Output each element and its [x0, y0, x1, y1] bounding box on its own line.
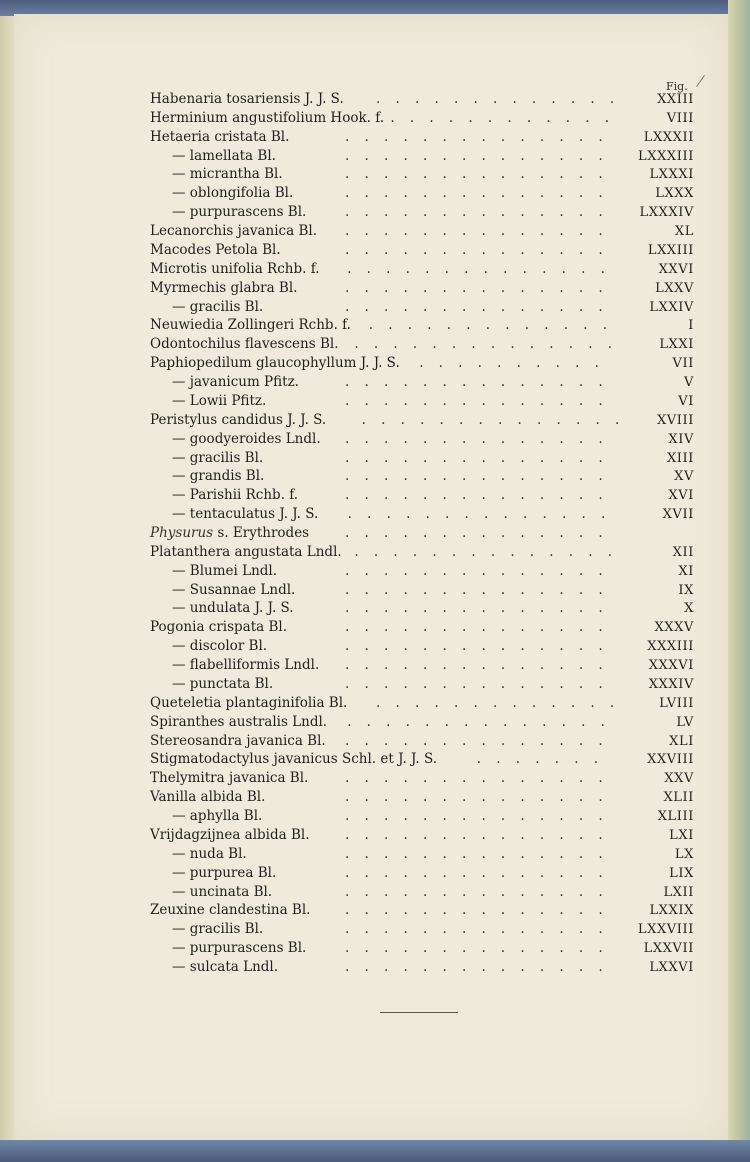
entry-name: — lamellata Bl.	[172, 147, 276, 164]
figure-number: XL	[674, 224, 694, 240]
leader-dots: ..............	[345, 185, 618, 202]
leader-dots: ..............	[345, 959, 618, 976]
entry-name: — discolor Bl.	[172, 638, 268, 655]
entry-name: — undulata J. J. S.	[172, 600, 294, 617]
leader-dots: ..............	[345, 562, 618, 579]
leader-dots: ..............	[345, 864, 618, 881]
entry-name: — goodyeroides Lndl.	[172, 430, 321, 447]
leader-dots: ..............	[354, 543, 628, 560]
index-entry	[0, 298, 750, 317]
figure-number: LVIII	[659, 695, 694, 711]
entry-name: Physurus s. Erythrodes	[150, 525, 310, 541]
index-entry	[0, 920, 750, 939]
figure-number: XLIII	[657, 809, 694, 825]
index-entry	[0, 599, 750, 618]
figure-number: I	[688, 318, 694, 334]
index-entry	[0, 486, 750, 505]
figure-number: LXXXII	[643, 129, 694, 145]
index-entry	[0, 939, 750, 958]
index-entry	[0, 279, 750, 298]
leader-dots: ..............	[345, 128, 618, 145]
entry-name: — aphylla Bl.	[172, 808, 263, 825]
figure-number: LXXXI	[649, 167, 694, 183]
entry-name: — flabelliformis Lndl.	[172, 657, 320, 674]
figure-number: XVI	[668, 488, 694, 504]
index-entry	[0, 807, 750, 826]
index-entry	[0, 241, 750, 260]
index-entry	[0, 958, 750, 977]
entry-name: — Blumei Lndl.	[172, 562, 278, 579]
index-entry	[0, 618, 750, 637]
leader-dots: ..............	[345, 223, 618, 240]
figure-number: LIX	[669, 865, 694, 881]
figure-number: XXVI	[658, 261, 694, 277]
index-entry	[0, 581, 750, 600]
entry-name: — sulcata Lndl.	[172, 959, 279, 976]
entry-name: — Lowii Pfitz.	[172, 392, 267, 409]
entry-name: Pogonia crispata Bl.	[150, 619, 288, 636]
entry-name: — Parishii Rchb. f.	[172, 487, 299, 504]
entry-name: — grandis Bl.	[172, 468, 265, 485]
leader-dots: ..............	[345, 600, 618, 617]
entry-name: Myrmechis glabra Bl.	[150, 279, 298, 296]
figure-number: VIII	[666, 110, 694, 126]
entry-name: Odontochilus flavescens Bl.	[150, 336, 339, 353]
index-entry	[0, 222, 750, 241]
figure-number: LX	[674, 846, 694, 862]
index-entry	[0, 845, 750, 864]
entry-name: — purpurea Bl.	[172, 864, 277, 881]
leader-dots: .......	[476, 751, 614, 768]
index-entry	[0, 637, 750, 656]
figure-number: XLI	[669, 733, 694, 749]
entry-name: Herminium angustifolium Hook. f.	[150, 109, 385, 126]
index-entry	[0, 675, 750, 694]
index-entry	[0, 901, 750, 920]
leader-dots: ..............	[345, 241, 618, 258]
leader-dots: ..............	[345, 845, 618, 862]
index-entry	[0, 184, 750, 203]
index-entry	[0, 128, 750, 147]
leader-dots: ..............	[345, 374, 618, 391]
figure-number: LXXIII	[647, 242, 694, 258]
leader-dots: ..............	[345, 921, 618, 938]
end-rule	[380, 1012, 458, 1013]
figure-number: LXXI	[659, 337, 694, 353]
index-entry	[0, 449, 750, 468]
figure-number: XVIII	[656, 412, 694, 428]
entry-name: — tentaculatus J. J. S.	[172, 506, 319, 523]
leader-dots: ..............	[345, 204, 618, 221]
index-entry	[0, 732, 750, 751]
entry-name: — gracilis Bl.	[172, 449, 264, 466]
index-entry	[0, 373, 750, 392]
entry-name: Spiranthes australis Lndl.	[150, 713, 328, 730]
leader-dots: ..............	[347, 260, 621, 277]
figure-number: LXXV	[655, 280, 694, 296]
index-entry	[0, 864, 750, 883]
entry-name: Macodes Petola Bl.	[150, 241, 281, 258]
entry-name: Microtis unifolia Rchb. f.	[150, 260, 320, 277]
figure-number: LXXX	[655, 186, 694, 202]
index-entry	[0, 203, 750, 222]
leader-dots: ..............	[345, 789, 618, 806]
index-entry	[0, 392, 750, 411]
leader-dots: ..............	[345, 808, 618, 825]
leader-dots: ..............	[345, 279, 618, 296]
leader-dots: ..............	[345, 902, 618, 919]
figure-number: XLII	[663, 790, 694, 806]
index-entry	[0, 713, 750, 732]
index-entry	[0, 562, 750, 581]
leader-dots: ..............	[347, 506, 621, 523]
leader-dots: .............	[368, 317, 623, 334]
figure-number: VI	[678, 393, 694, 409]
index-entry	[0, 826, 750, 845]
entry-name: — oblongifolia Bl.	[172, 185, 294, 202]
entry-name: Thelymitra javanica Bl.	[150, 770, 309, 787]
entry-name: Hetaeria cristata Bl.	[150, 128, 290, 145]
leader-dots: ..............	[345, 770, 618, 787]
figure-number: XVII	[662, 507, 694, 523]
figure-number: LXII	[663, 884, 694, 900]
index-entry	[0, 260, 750, 279]
entry-name: Stereosandra javanica Bl.	[150, 732, 326, 749]
leader-dots: ..............	[345, 826, 618, 843]
leader-dots: ............	[390, 109, 625, 126]
entry-name: — purpurascens Bl.	[172, 204, 307, 221]
figure-number: XXXIII	[647, 639, 694, 655]
index-entry	[0, 335, 750, 354]
leader-dots: ..............	[345, 940, 618, 957]
leader-dots: ..............	[345, 468, 618, 485]
entry-name: — gracilis Bl.	[172, 921, 264, 938]
figure-number: LXXIV	[649, 299, 694, 315]
figure-number: LXI	[669, 827, 694, 843]
figure-number: VII	[672, 356, 694, 372]
leader-dots: ..............	[345, 581, 618, 598]
leader-dots: .............	[376, 91, 630, 107]
figure-number: XII	[672, 544, 694, 560]
entry-name: Vanilla albida Bl.	[150, 789, 266, 806]
entry-name: — gracilis Bl.	[172, 298, 264, 315]
index-entry	[0, 694, 750, 713]
entry-name: — Susannae Lndl.	[172, 581, 296, 598]
index-entry	[0, 656, 750, 675]
leader-dots: ..............	[345, 525, 618, 541]
index-entry	[0, 543, 750, 562]
index-entry	[0, 165, 750, 184]
entry-name: Paphiopedilum glaucophyllum J. J. S.	[150, 355, 400, 372]
figure-number: XIII	[666, 450, 694, 466]
fig-column-header: Fig.	[666, 80, 688, 93]
figure-number: LXXVI	[649, 960, 694, 976]
leader-dots: ..............	[345, 147, 618, 164]
figure-number: LXXXIII	[637, 148, 694, 164]
index-entry	[0, 467, 750, 486]
figure-number: LXXVII	[643, 941, 694, 957]
leader-dots: ..............	[345, 449, 618, 466]
index-entry	[0, 750, 750, 769]
figure-number: LXXVIII	[637, 922, 694, 938]
figure-number: XXV	[664, 771, 694, 787]
leader-dots: ..............	[347, 713, 621, 730]
entry-name: — nuda Bl.	[172, 845, 247, 862]
index-entry	[0, 430, 750, 449]
index-entry	[0, 316, 750, 335]
figure-number: IX	[678, 582, 694, 598]
entry-name: Stigmatodactylus javanicus Schl. et J. J. S.	[150, 751, 438, 768]
leader-dots: ..............	[345, 638, 618, 655]
entry-name: — purpurascens Bl.	[172, 940, 307, 957]
leader-dots: ..............	[345, 430, 618, 447]
index-entry	[0, 883, 750, 902]
book-binding-bottom	[0, 1140, 750, 1162]
entry-name: Zeuxine clandestina Bl.	[150, 902, 311, 919]
figure-number: V	[684, 375, 694, 391]
figure-number: XXXV	[654, 620, 694, 636]
leader-dots: ..............	[361, 411, 635, 428]
entry-name: Platanthera angustata Lndl.	[150, 543, 342, 560]
leader-dots: ..............	[345, 166, 618, 183]
figure-number: LXXIX	[649, 903, 694, 919]
leader-dots: ..............	[345, 298, 618, 315]
index-entry	[0, 90, 750, 109]
leader-dots: ..............	[345, 657, 618, 674]
entry-name: Neuwiedia Zollingeri Rchb. f.	[150, 317, 351, 334]
index-entry	[0, 354, 750, 373]
figure-number: XXXIV	[648, 676, 694, 692]
figure-number: XI	[678, 563, 694, 579]
index-entry	[0, 109, 750, 128]
entry-name: Lecanorchis javanica Bl.	[150, 223, 317, 240]
figure-number: XXIII	[657, 92, 694, 107]
leader-dots: ..........	[419, 355, 615, 372]
entry-name: — micrantha Bl.	[172, 166, 283, 183]
figure-number: XV	[674, 469, 694, 485]
leader-dots: ..............	[345, 392, 618, 409]
figure-number: X	[684, 601, 694, 617]
leader-dots: ..............	[345, 619, 618, 636]
entry-name: — uncinata Bl.	[172, 883, 273, 900]
entry-name-italic: Physurus	[150, 525, 218, 541]
entry-name: Vrijdagzijnea albida Bl.	[150, 826, 310, 843]
entry-name: — javanicum Pfitz.	[172, 374, 299, 391]
leader-dots: ..............	[345, 732, 618, 749]
figure-number: XXXVI	[648, 658, 694, 674]
entry-name: Peristylus candidus J. J. S.	[150, 411, 327, 428]
index-entry	[0, 411, 750, 430]
leader-dots: ..............	[345, 883, 618, 900]
index-entry	[0, 524, 750, 543]
index-entry	[0, 147, 750, 166]
leader-dots: ..............	[354, 336, 628, 353]
index-entry	[0, 788, 750, 807]
figure-number: LXXXIV	[639, 205, 694, 221]
index-entry	[0, 769, 750, 788]
leader-dots: ..............	[345, 487, 618, 504]
entry-name: — punctata Bl.	[172, 675, 274, 692]
index-entry	[0, 505, 750, 524]
figure-number: XIV	[668, 431, 694, 447]
leader-dots: .............	[376, 694, 630, 711]
entry-name: Habenaria tosariensis J. J. S.	[150, 91, 344, 107]
figure-number: XXVIII	[647, 752, 694, 768]
figure-number: LV	[676, 714, 694, 730]
entry-name: Queteletia plantaginifolia Bl.	[150, 694, 348, 711]
leader-dots: ..............	[345, 675, 618, 692]
